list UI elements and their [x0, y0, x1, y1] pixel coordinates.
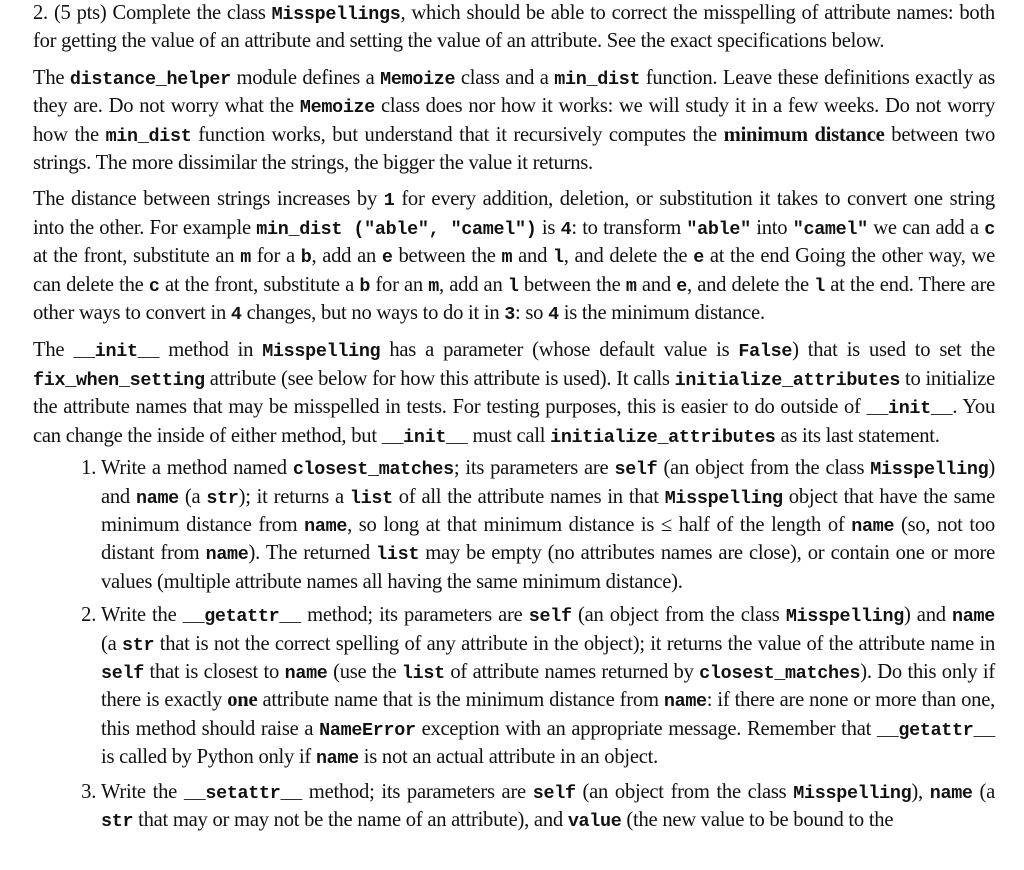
- question-number: 2.: [33, 2, 48, 24]
- task-closest-matches: 1. Write a method named closest_matches; its parameters are self (an object from the class Misspelling) and name (a str); it returns a list of all the attribute names in that Misspelling object that have the same minimum distance from name, so long at that minimum distance is ≤ half of the length of name (so, not too distant from name). The returned list may be empty (no attributes names are close), or contain one or more values (multiple attribute names all having the same minimum distance).: [101, 455, 995, 596]
- assignment-page: [33, 0, 995, 841]
- question-points: (5 pts): [53, 2, 107, 24]
- task-setattr: 3. Write the __setattr__ method; its parameters are self (an object from the class Misspelling), name (a str that may or may not be the name of an attribute), and value (the new value to be bound to the: [101, 779, 995, 836]
- question-intro: 2. (5 pts) Complete the class Misspellings, which should be able to correct the misspelling of attribute names: both for getting the value of an attribute and setting the value of an attribute. See the exact specifications below.: [33, 2, 995, 53]
- distance-helper-paragraph: The distance_helper module defines a Memoize class and a min_dist function. Leave these definitions exactly as they are. Do not worry what the Memoize class does nor how it works: we will study it in a few weeks. Do not worry how the min_dist function works, but understand that it recursively computes the minimum distance between two strings. The more dissimilar the strings, the bigger the value it returns.: [33, 66, 996, 175]
- task-list: [33, 455, 995, 835]
- init-method-paragraph: The __init__ method in Misspelling has a parameter (whose default value is False) that is used to set the fix_when_setting attribute (see below for how this attribute is used). It calls initialize_attributes to initialize the attribute names that may be misspelled in tests. For testing purposes, this is easier to do outside of __init__. You can change the inside of either method, but __init__ must call initialize_attributes as its last statement.: [33, 339, 995, 448]
- task-getattr: 2. Write the __getattr__ method; its parameters are self (an object from the class Misspelling) and name (a str that is not the correct spelling of any attribute in the object); it returns the value of the attribute name in self that is closest to name (use the list of attribute names returned by closest_matches). Do this only if there is exactly one attribute name that is the minimum distance from name: if there are none or more than one, this method should raise a NameError exception with an appropriate message. Remember that __getattr__ is called by Python only if name is not an actual attribute in an object.: [101, 602, 995, 772]
- distance-example-paragraph: The distance between strings increases by 1 for every addition, deletion, or substitution it takes to convert one string into the other. For example min_dist ("able", "camel") is 4: to transform "able" into "camel" we can add a c at the front, substitute an m for a b, add an e between the m and l, and delete the e at the end Going the other way, we can delete the c at the front, substitute a b for an m, add an l between the m and e, and delete the l at the end. There are other ways to convert in 4 changes, but no ways to do it in 3: so 4 is the minimum distance.: [33, 188, 996, 326]
